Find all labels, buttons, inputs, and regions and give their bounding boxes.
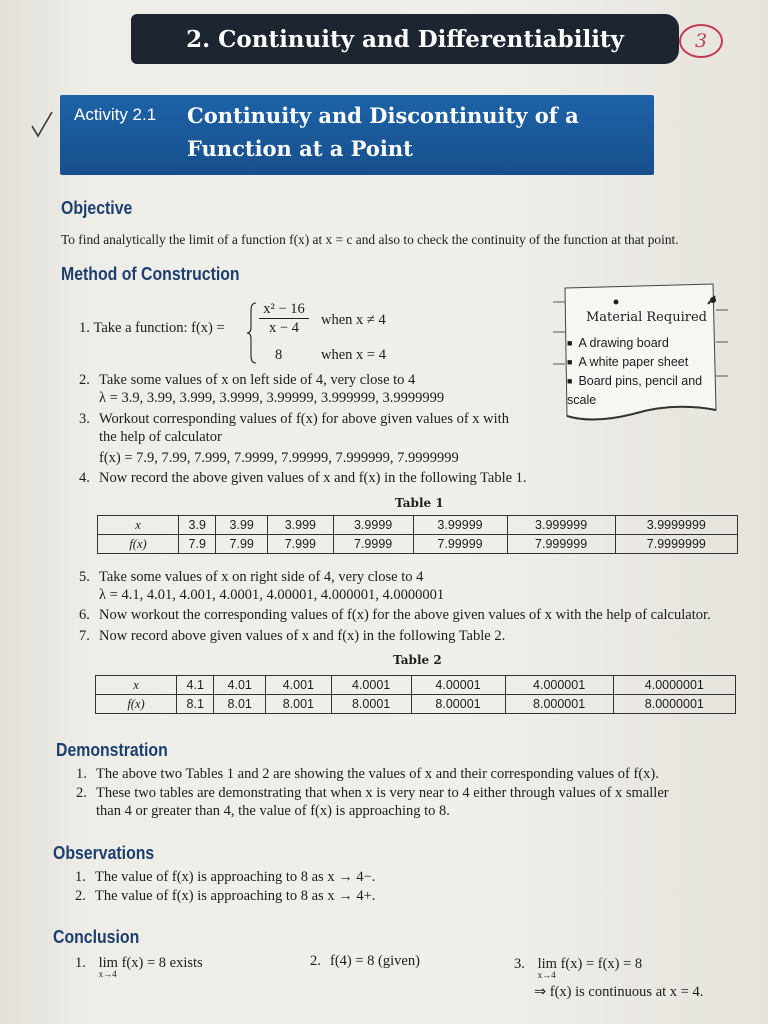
material-item: ■ A drawing board (567, 334, 702, 353)
table-header-cell: f(x) (98, 535, 179, 554)
table-cell: 4.000001 (505, 676, 613, 695)
table-cell: 4.01 (214, 676, 266, 695)
table-1 (97, 515, 738, 554)
material-list (567, 334, 702, 410)
item-number: 2. (75, 888, 86, 904)
step-7 (79, 628, 505, 645)
conclusion-3-expr: f(x) = f(x) = 8 (560, 956, 643, 972)
item-number: 3. (514, 956, 525, 972)
table-cell: 3.99 (216, 516, 268, 535)
conclusion-item-3 (514, 956, 643, 980)
step-3-values: f(x) = 7.9, 7.99, 7.999, 7.9999, 7.99999, 7.999999, 7.9999999 (99, 450, 459, 466)
demonstration-text-cont: than 4 or greater than 4, the value of f(x) is approaching to 8. (96, 803, 450, 819)
step-6 (79, 607, 711, 624)
table-cell: 7.9999999 (615, 535, 737, 554)
objective-heading: Objective (61, 198, 133, 218)
handwritten-page-mark (679, 24, 723, 58)
material-item: ■ A white paper sheet (567, 353, 702, 372)
chapter-title-banner (131, 14, 679, 64)
step-number: 7. (79, 628, 90, 644)
step-4 (79, 470, 527, 487)
step-5-line-1: Take some values of x on right side of 4, very close to 4 (99, 569, 424, 585)
item-number: 1. (76, 766, 87, 782)
conclusion-2-expr: f(4) = 8 (given) (330, 953, 420, 969)
table-cell: 4.1 (177, 676, 214, 695)
table-row (96, 695, 736, 714)
step-2-line-1: Take some values of x on left side of 4, very close to 4 (99, 372, 416, 388)
step-3-line-2: the help of calculator (99, 429, 222, 445)
step-number: 2. (79, 372, 90, 388)
table-cell: 4.0000001 (613, 676, 735, 695)
material-required-note (553, 280, 728, 428)
table-cell: 7.9999 (333, 535, 413, 554)
activity-header (60, 95, 654, 175)
conclusion-item-1 (75, 955, 203, 979)
step-3 (79, 411, 509, 428)
fraction-denominator: x − 4 (269, 320, 299, 336)
step-5-values: λ = 4.1, 4.01, 4.001, 4.0001, 4.00001, 4.000001, 4.0000001 (99, 587, 445, 603)
step-number: 5. (79, 569, 90, 585)
demonstration-item (76, 766, 659, 783)
limit-word: lim (98, 955, 118, 971)
table-cell: 7.99 (216, 535, 268, 554)
item-number: 1. (75, 955, 86, 971)
table-cell: 4.00001 (411, 676, 505, 695)
limit-notation (98, 955, 118, 979)
material-item: ■ Board pins, pencil and (567, 372, 702, 391)
limit-notation (537, 956, 557, 980)
step-2-values: λ = 3.9, 3.99, 3.999, 3.9999, 3.99999, 3.999999, 3.9999999 (99, 390, 445, 406)
table-cell: 7.99999 (413, 535, 507, 554)
table-cell: 8.1 (177, 695, 214, 714)
objective-text: To find analytically the limit of a function f(x) at x = c and also to check the continuity of the function at that point. (61, 232, 679, 247)
conclusion-heading: Conclusion (53, 927, 140, 947)
table-cell: 8.000001 (505, 695, 613, 714)
table-row (98, 516, 738, 535)
material-title: Material Required (586, 310, 707, 325)
step-1 (79, 298, 409, 368)
table-cell: 8.01 (214, 695, 266, 714)
step-3-line-1: Workout corresponding values of f(x) for above given values of x with (99, 411, 509, 427)
table-cell: 8.0000001 (613, 695, 735, 714)
observation-item (75, 888, 375, 905)
brace-icon (247, 302, 257, 364)
item-number: 1. (75, 869, 86, 885)
conclusion-item-2 (310, 953, 420, 970)
limit-word: lim (537, 956, 557, 972)
table-header-cell: x (96, 676, 177, 695)
case-2-condition: when x = 4 (321, 347, 386, 363)
step-5 (79, 569, 423, 586)
table-cell: 7.9 (179, 535, 216, 554)
table-1-caption: Table 1 (395, 496, 444, 510)
handwritten-check-icon (30, 110, 54, 140)
step-1-text: Take a function: f(x) = (93, 320, 225, 336)
table-2-caption: Table 2 (393, 653, 442, 667)
step-2 (79, 372, 415, 389)
step-number: 6. (79, 607, 90, 623)
method-heading: Method of Construction (61, 264, 240, 284)
table-cell: 7.999 (268, 535, 334, 554)
limit-subscript: x→4 (98, 969, 117, 979)
table-cell: 3.999999 (507, 516, 615, 535)
table-cell: 4.001 (266, 676, 332, 695)
table-cell: 4.0001 (331, 676, 411, 695)
activity-title: Continuity and Discontinuity of a Function at a Point (187, 103, 579, 161)
material-item-continuation: scale (567, 393, 597, 407)
step-4-text: Now record the above given values of x and f(x) in the following Table 1. (99, 470, 527, 486)
table-cell: 8.0001 (331, 695, 411, 714)
fraction (259, 300, 309, 337)
table-row (96, 676, 736, 695)
limit-subscript: x→4 (537, 970, 556, 980)
step-6-text: Now workout the corresponding values of f(x) for the above given values of x with the help of calculator. (99, 607, 711, 623)
demonstration-item (76, 785, 669, 802)
table-header-cell: f(x) (96, 695, 177, 714)
step-number: 4. (79, 470, 90, 486)
step-7-text: Now record above given values of x and f(x) in the following Table 2. (99, 628, 506, 644)
observation-text: The value of f(x) is approaching to 8 as x → 4−. (95, 869, 376, 885)
step-number: 1. (79, 320, 90, 336)
table-cell: 8.00001 (411, 695, 505, 714)
observations-heading: Observations (53, 843, 155, 863)
item-number: 2. (76, 785, 87, 801)
table-cell: 8.001 (266, 695, 332, 714)
conclusion-1-expr: f(x) = 8 exists (121, 955, 203, 971)
case-1-condition: when x ≠ 4 (321, 312, 386, 328)
demonstration-text: The above two Tables 1 and 2 are showing the values of x and their corresponding values of f(x). (96, 766, 659, 782)
table-cell: 3.9999999 (615, 516, 737, 535)
observation-text: The value of f(x) is approaching to 8 as x → 4+. (95, 888, 376, 904)
case-2-value: 8 (275, 347, 283, 363)
demonstration-text: These two tables are demonstrating that when x is very near to 4 either through values of x smaller (96, 785, 669, 801)
fraction-numerator: x² − 16 (259, 300, 309, 319)
step-number: 3. (79, 411, 90, 427)
table-cell: 3.999 (268, 516, 334, 535)
table-header-cell: x (98, 516, 179, 535)
handwritten-mark-text: 3 (694, 30, 708, 52)
demonstration-heading: Demonstration (56, 740, 168, 760)
activity-label: Activity 2.1 (74, 105, 157, 124)
conclusion-item-4: ⇒ f(x) is continuous at x = 4. (534, 984, 704, 1000)
table-cell: 7.999999 (507, 535, 615, 554)
table-row (98, 535, 738, 554)
table-cell: 3.99999 (413, 516, 507, 535)
observation-item (75, 869, 375, 886)
item-number: 2. (310, 953, 321, 969)
table-2 (95, 675, 736, 714)
table-cell: 3.9999 (333, 516, 413, 535)
table-cell: 3.9 (179, 516, 216, 535)
chapter-title: 2. Continuity and Differentiability (186, 25, 624, 53)
